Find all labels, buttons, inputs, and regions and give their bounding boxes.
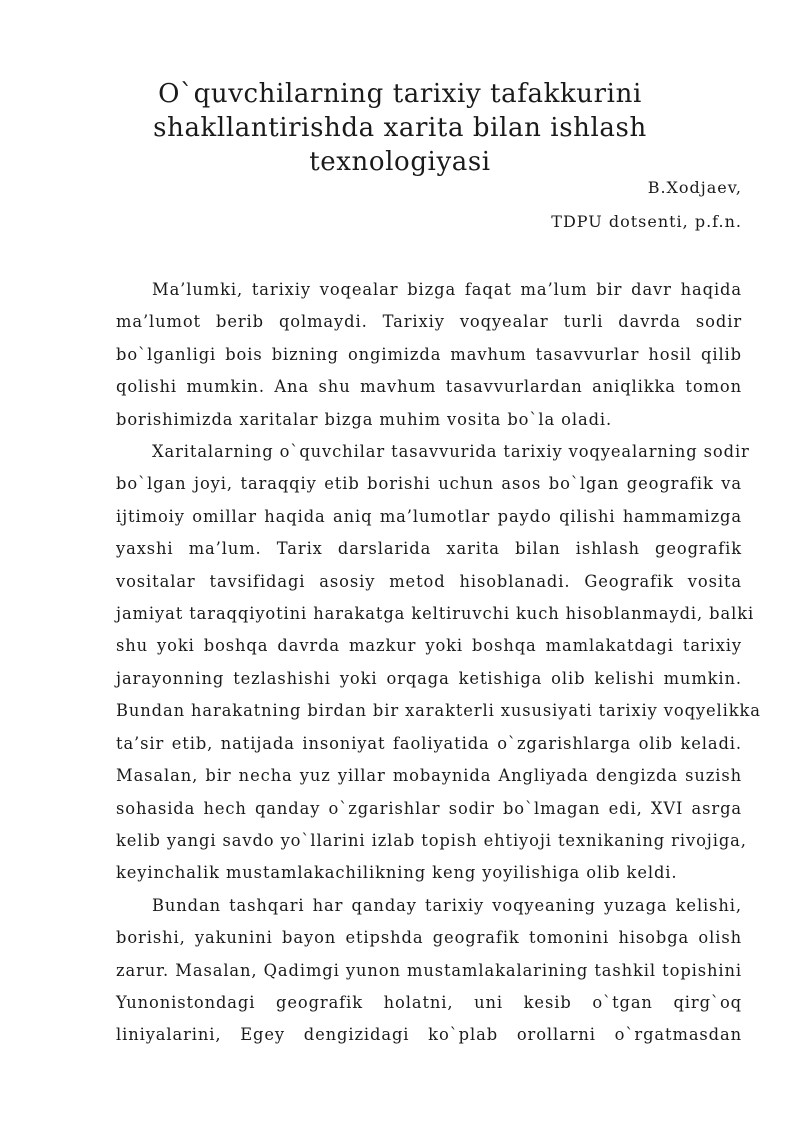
text-line: bo`lgan joyi, taraqqiy etib borishi uchun asos bo`lgan geografik va	[116, 474, 742, 494]
text-line: Masalan, bir necha yuz yillar mobaynida Angliyada dengizda suzish	[116, 766, 742, 786]
text-line: shu yoki boshqa davrda mazkur yoki boshqa mamlakatdagi tarixiy	[116, 636, 742, 656]
text-line: zarur. Masalan, Qadimgi yunon mustamlakalarining tashkil topishini	[116, 960, 742, 980]
text-line: Yunonistondagi geografik holatni, uni kesib o`tgan qirg`oq	[116, 992, 742, 1012]
text-line: borishimizda xaritalar bizga muhim vosita bo`la oladi.	[116, 409, 613, 429]
text-line: Bundan tashqari har qanday tarixiy voqyeaning yuzaga kelishi,	[152, 895, 742, 915]
text-line: ma’lumot berib qolmaydi. Tarixiy voqyealar turli davrda sodir	[116, 312, 742, 332]
text-line: sohasida hech qanday o`zgarishlar sodir bo`lmagan edi, XVI asrga	[116, 798, 742, 818]
text-line: borishi, yakunini bayon etipshda geografik tomonini hisobga olish	[116, 928, 742, 948]
text-line: kelib yangi savdo yo`llarini izlab topish ehtiyoji texnikaning rivojiga,	[116, 830, 747, 850]
author-name: B.Xodjaev,	[647, 178, 742, 197]
text-line: Bundan harakatning birdan bir xarakterli xususiyati tarixiy voqyelikka	[116, 701, 761, 721]
text-line: liniyalarini, Egey dengizidagi ko`plab orollarni o`rgatmasdan	[116, 1025, 742, 1045]
author-affiliation: TDPU dotsenti, p.f.n.	[551, 212, 742, 231]
text-line: ijtimoiy omillar haqida aniq ma’lumotlar paydo qilishi hammamizga	[116, 506, 742, 526]
article-body	[116, 274, 761, 1052]
title-line: O`quvchilarning tarixiy tafakkurini	[158, 79, 642, 109]
text-line: yaxshi ma’lum. Tarix darslarida xarita bilan ishlash geografik	[116, 539, 742, 559]
text-line: Ma’lumki, tarixiy voqealar bizga faqat ma’lum bir davr haqida	[152, 280, 742, 299]
text-line: keyinchalik mustamlakachilikning keng yoyilishiga olib keldi.	[116, 863, 678, 883]
text-line: ta’sir etib, natijada insoniyat faoliyatida o`zgarishlarga olib keladi.	[116, 733, 742, 753]
paragraph	[116, 274, 742, 436]
title-line: shakllantirishda xarita bilan ishlash	[153, 113, 647, 143]
text-line: jamiyat taraqqiyotini harakatga keltiruvchi kuch hisoblanmaydi, balki	[116, 604, 755, 624]
title-line: texnologiyasi	[309, 147, 491, 177]
text-line: Xaritalarning o`quvchilar tasavvurida tarixiy voqyealarning sodir	[152, 442, 750, 462]
paragraph	[116, 890, 742, 1052]
text-line: qolishi mumkin. Ana shu mavhum tasavvurlardan aniqlikka tomon	[116, 377, 742, 397]
document-title	[150, 77, 650, 179]
paragraph	[116, 436, 761, 890]
text-line: vositalar tavsifidagi asosiy metod hisoblanadi. Geografik vosita	[116, 571, 742, 591]
text-line: bo`lganligi bois bizning ongimizda mavhum tasavvurlar hosil qilib	[116, 344, 742, 364]
text-line: jarayonning tezlashishi yoki orqaga ketishiga olib kelishi mumkin.	[116, 668, 742, 688]
